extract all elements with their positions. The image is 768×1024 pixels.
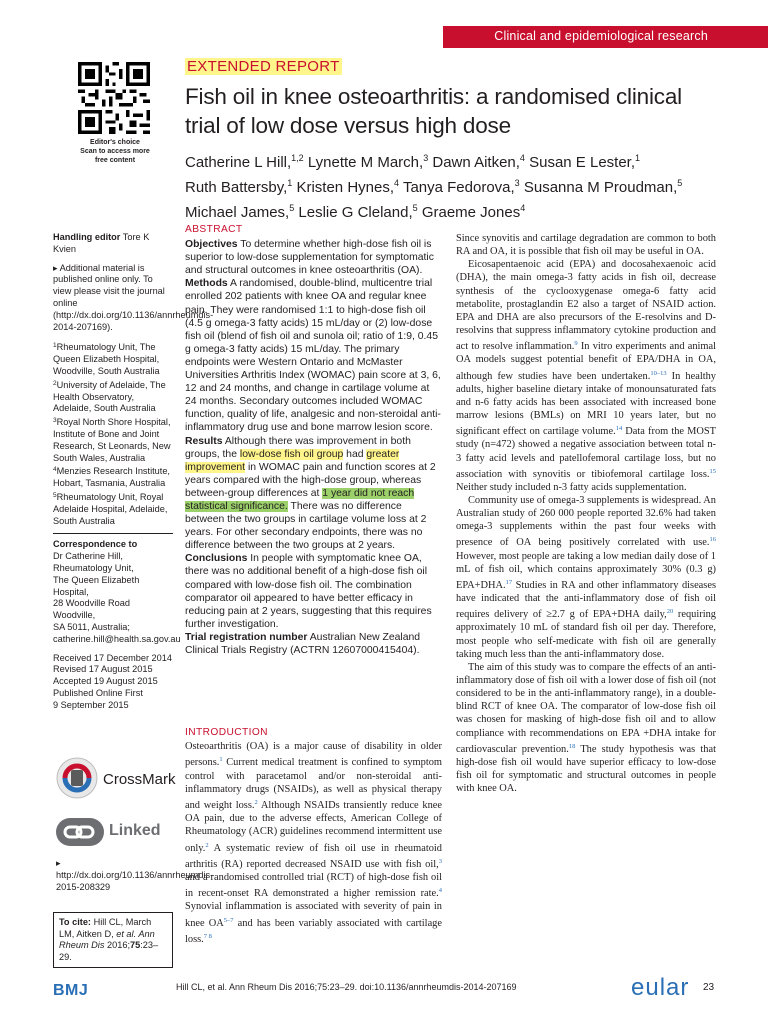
abstract-objectives — [185, 238, 442, 277]
author-affiliation: 4 — [519, 153, 525, 163]
results-text: in WOMAC pain and function scores at 2 years compared with the high-dose group, whereas between-group differences at — [185, 461, 436, 499]
author-name: Susan E Lester, — [529, 154, 636, 171]
reference-link[interactable]: 5–7 — [223, 916, 234, 924]
affiliation-text: Rheumatology Unit, Royal Adelaide Hospital, Adelaide, South Australia — [53, 491, 168, 526]
author-affiliation: 3 — [514, 178, 520, 188]
affiliation-number: 4 — [53, 466, 57, 474]
author-name: Michael James, — [185, 204, 290, 221]
affiliation-number: 1 — [53, 342, 57, 350]
reference-link[interactable]: 3 — [438, 857, 442, 865]
author-affiliation: 4 — [520, 203, 526, 213]
affiliation — [53, 490, 173, 527]
eular-logo: eular — [631, 974, 690, 1001]
handling-editor-label: Handling editor — [53, 232, 121, 242]
reference-link[interactable]: 2 — [254, 799, 258, 807]
body-text: and has been variably associated with cartilage loss. — [185, 917, 442, 945]
affiliation — [53, 415, 173, 464]
abstract-trial-registration — [185, 631, 442, 657]
author-affiliation: 5 — [289, 203, 295, 213]
author-affiliation: 1,2 — [291, 153, 304, 163]
reference-link[interactable]: 18 — [568, 742, 576, 750]
body-paragraph — [456, 258, 716, 494]
results-text: had — [346, 448, 364, 460]
affiliation — [53, 340, 173, 377]
affiliation-text: Royal North Shore Hospital, Institute of Bone and Joint Research, St Leonards, New South Wales, Australia — [53, 417, 171, 463]
citation-pages: :23–29. — [59, 940, 159, 962]
results-text: Although there was improvement in both groups, the — [185, 435, 411, 460]
citation-year: 2016; — [107, 940, 131, 951]
date-line: Revised 17 August 2015 — [53, 664, 153, 675]
handling-editor-name: Tore K Kvien — [53, 232, 150, 254]
results-label: Results — [185, 435, 223, 447]
article-title: Fish oil in knee osteoarthritis: a randomised clinical trial of low dose versus high dose — [185, 84, 682, 138]
reference-link[interactable]: 17 — [505, 578, 513, 586]
correspondence-heading: Correspondence to — [53, 539, 138, 550]
author-list — [185, 148, 715, 223]
body-paragraph — [456, 494, 716, 661]
correspondence-line: SA 5011, Australia; — [53, 621, 130, 632]
methods-label: Methods — [185, 278, 228, 290]
introduction-section — [185, 726, 442, 946]
conclusions-text: In people with symptomatic knee OA, there was no additional benefit of a high-dose fish oil compared with low-dose fish oil. The combination comparator oil appeared to have better efficacy in reducing pain at 2 years, suggesting that this requires further investigation. — [185, 553, 432, 630]
date-line: 9 September 2015 — [53, 699, 129, 710]
objectives-text: To determine whether high-dose fish oil is superior to low-dose supplementation for symptomatic and structural outcomes in knee osteoarthritis (OA). — [185, 239, 434, 277]
body-paragraph: Since synovitis and cartilage degradation are common to both RA and OA, it is possible that fish oil may be useful in OA. — [456, 233, 716, 258]
introduction-heading: INTRODUCTION — [185, 727, 268, 738]
qr-caption — [74, 138, 156, 165]
body-text: In vitro experiments and animal OA models suggest potential benefit of EPA/DHA in OA, although few studies have been undertaken. — [456, 341, 716, 382]
citation-volume: 75 — [130, 940, 141, 951]
section-banner-label: Clinical and epidemiological research — [494, 29, 708, 43]
citation-text: Hill CL, March LM, Aitken D, — [59, 917, 152, 939]
page-number: 23 — [703, 982, 715, 993]
reference-link[interactable]: 10–13 — [650, 369, 667, 377]
body-text: Synovial inflammation is associated with severity of pain in knee OA — [185, 901, 442, 929]
body-text: Osteoarthritis (OA) is a major cause of disability in older persons. — [185, 741, 442, 769]
author-affiliation: 3 — [423, 153, 429, 163]
affiliation-text: Rheumatology Unit, The Queen Elizabeth Hospital, Woodville, South Australia — [53, 342, 160, 376]
correspondence-line: The Queen Elizabeth Hospital, — [53, 574, 140, 597]
abstract-results — [185, 435, 442, 553]
additional-material-note[interactable]: ▸ Additional material is published online only. To view please visit the journal online (http://dx.doi.org/10.1136/annrheumdis-2014-207169). — [53, 262, 214, 332]
objectives-label: Objectives — [185, 239, 238, 251]
bmj-logo: BMJ — [53, 982, 89, 999]
divider — [53, 533, 173, 534]
author-name: Catherine L Hill, — [185, 154, 292, 171]
author-name: Dawn Aitken, — [432, 154, 520, 171]
date-line: Received 17 December 2014 — [53, 652, 172, 663]
results-text: There was no difference between the two groups in cartilage volume loss at 2 years. For other secondary endpoints, there was no difference between the two groups at 2 years. — [185, 500, 427, 552]
affiliation-number: 3 — [53, 417, 57, 425]
reference-link[interactable]: 1 — [219, 756, 223, 764]
affiliation-number: 5 — [53, 491, 57, 499]
author-name: Susanna M Proudman, — [523, 179, 678, 196]
correspondence-line: Rheumatology Unit, — [53, 562, 134, 573]
affiliation-number: 2 — [53, 379, 57, 387]
author-name: Graeme Jones — [421, 204, 521, 221]
body-text: Studies in RA and other inflammatory diseases have indicated that the anti-inflammatory dose of fish oil requires delivery of ≥2.7 g of EPA+DHA daily, — [456, 579, 716, 621]
reference-link[interactable]: 14 — [615, 425, 623, 433]
author-name: Tanya Fedorova, — [402, 179, 515, 196]
body-paragraph — [456, 661, 716, 796]
body-text: Current medical treatment is confined to symptom control with paracetamol and/or non-steroidal anti-inflammatory drugs (NSAIDs), as well as physical therapy and weight loss. — [185, 757, 442, 812]
author-affiliation: 1 — [287, 178, 293, 188]
body-text: Although NSAIDs transiently reduce knee OA pain, due to the adverse effects, American College of Rheumatology (ACR) guidelines recommend intermittent use only. — [185, 800, 442, 854]
correspondence-label — [53, 539, 173, 551]
body-text: requiring approximately 10 mL of standard fish oil per day. Therefore, most people who self-medicate with fish oil are generally taking much less than the anti-inflammatory dose. — [456, 609, 716, 660]
trial-text: Australian New Zealand Clinical Trials Registry (ACTRN 12607000415404). — [185, 631, 421, 656]
highlighted-text: 1 year did not reach statistical significance. — [185, 487, 415, 512]
author-affiliation: 5 — [677, 178, 683, 188]
author-affiliation: 4 — [394, 178, 400, 188]
citation-box — [53, 912, 173, 968]
body-paragraph — [185, 740, 442, 946]
correspondence-email[interactable]: catherine.hill@health.sa.gov.au — [53, 633, 181, 644]
affiliation-text: University of Adelaide, The Health Observatory, Adelaide, South Australia — [53, 379, 166, 414]
trial-label: Trial registration number — [185, 631, 308, 643]
author-name: Leslie G Cleland, — [298, 204, 413, 221]
body-text: In healthy adults, higher baseline dietary intake of monounsaturated fats and n-6 fatty acids has been associated with increased bone marrow lesions (BMLs) on MRI 10 years later, but no significant effect on cartilage volume. — [456, 370, 717, 438]
crossmark-label[interactable]: CrossMark — [103, 771, 176, 788]
reference-link[interactable]: 20 — [666, 608, 674, 616]
body-text: Neither study included n-3 fatty acids supplementation. — [456, 481, 687, 493]
affiliation — [53, 464, 173, 490]
qr-caption-line: Editor's choice — [90, 139, 140, 146]
reference-link[interactable]: 7 8 — [203, 932, 212, 940]
citation-label: To cite: — [59, 917, 91, 927]
date-line: Published Online First — [53, 687, 143, 698]
reference-link[interactable]: 2 — [205, 841, 209, 849]
body-text: Eicosapentaenoic acid (EPA) and docosahexaenoic acid (DHA), the main omega-3 fatty acids in fish oil, decrease synthesis of the cyclooxygenase omega-6 fatty acid metabolite, prostaglandin E2 also a target of NSAID action. EPA and DHA are also precursors of the E-resolvins and D-resolvins that suppress inflammatory cytokine production and act to resolve inflammation. — [456, 259, 716, 353]
author-name: Ruth Battersby, — [185, 179, 288, 196]
abstract — [185, 223, 442, 657]
methods-text: A randomised, double-blind, multicentre trial enrolled 202 patients with knee OA and regular knee pain. They were randomised 1:1 to high-dose fish oil (4.5 g omega-3 fatty acids) 15 mL/day or (2) low-dose fish oil (blend of fish oil and sunola oil; ratio of 1:9, 0.45 g omega-3 fatty acids) 15 mL/day. The primary endpoints were Western Ontario and McMaster Universities Arthritis Index (WOMAC) pain score at 3, 6, 12 and 24 months, and change in cartilage volume at 24 months. Secondary outcomes included WOMAC function, quality of life, analgesic and non-steroidal anti-inflammatory drug use and bone marrow lesion score. — [185, 278, 441, 434]
handling-editor — [53, 232, 173, 256]
abstract-heading: ABSTRACT — [185, 224, 243, 235]
reference-link[interactable]: 16 — [709, 536, 716, 544]
abstract-methods — [185, 277, 442, 434]
section-banner — [443, 26, 768, 48]
conclusions-label: Conclusions — [185, 553, 248, 565]
body-text: A systematic review of fish oil use in rheumatoid arthritis (RA) reported decreased NSAID use with fish oil, — [185, 842, 442, 870]
affiliation — [53, 378, 173, 415]
reference-link[interactable]: 15 — [709, 467, 716, 475]
body-text: The aim of this study was to compare the effects of an anti-inflammatory dose of fish oil with a lower dose of fish oil (not considered to be in the anti-inflammatory range), in a double-blind RCT of knee OA. The comparator of low-dose fish oil was chosen for masking of high-dose fish oil and to allow compliance with recommendations on EPA +DHA intake for cardiovascular prevention. — [456, 661, 716, 755]
correspondence-line: 28 Woodville Road Woodville, — [53, 598, 130, 621]
qr-caption-line: free content — [94, 157, 136, 164]
author-affiliation: 1 — [635, 153, 641, 163]
abstract-conclusions — [185, 552, 442, 631]
article-type-label: EXTENDED REPORT — [187, 58, 340, 75]
body-text: The study hypothesis was that high-dose fish oil would have superior efficacy to low-dose fish oil for symptomatic and structural outcomes in people with knee OA. — [456, 743, 716, 795]
reference-link[interactable]: 9 — [574, 340, 578, 348]
qr-caption-line: Scan to access more — [80, 148, 150, 155]
linked-article-link[interactable]: ▸ http://dx.doi.org/10.1136/annrheumdis-2015-208329 — [56, 858, 214, 892]
body-text: and a randomised controlled trial (RCT) of high-dose fish oil in recent-onset RA demonstrated a higher remission rate. — [185, 872, 442, 900]
author-name: Kristen Hynes, — [296, 179, 395, 196]
linked-label[interactable]: Linked — [109, 822, 161, 839]
body-text: However, most people are taking a low median daily dose of 1 mL of fish oil, which contains approximately 30% (0.3 g) EPA+DHA. — [456, 550, 716, 591]
correspondence-line: Dr Catherine Hill, — [53, 551, 123, 562]
author-name: Lynette M March, — [307, 154, 424, 171]
date-line: Accepted 19 August 2015 — [53, 676, 158, 687]
body-text: Community use of omega-3 supplements is widespread. An Australian study of 260 000 people reported 32.6% had taken omega-3 supplements within the past four weeks with presence of OA being positively correlated with use. — [456, 494, 716, 549]
citation-journal: et al. Ann Rheum Dis — [59, 928, 155, 951]
right-column — [456, 232, 716, 795]
footer-citation: Hill CL, et al. Ann Rheum Dis 2016;75:23–29. doi:10.1136/annrheumdis-2014-207169 — [176, 982, 517, 992]
reference-link[interactable]: 4 — [438, 887, 442, 895]
qr-code-icon[interactable] — [78, 62, 150, 134]
highlighted-text: low-dose fish oil group — [239, 448, 344, 460]
body-text: Data from the MOST study (n=472) showed a negative association between total n-3 fatty acid levels and patellofemoral cartilage loss, but no association with synovitis or tibiofemoral cartilage loss. — [456, 426, 717, 480]
author-affiliation: 5 — [412, 203, 418, 213]
affiliation-text: Menzies Research Institute, Hobart, Tasmania, Australia — [53, 466, 170, 489]
highlighted-text: greater improvement — [185, 448, 400, 473]
